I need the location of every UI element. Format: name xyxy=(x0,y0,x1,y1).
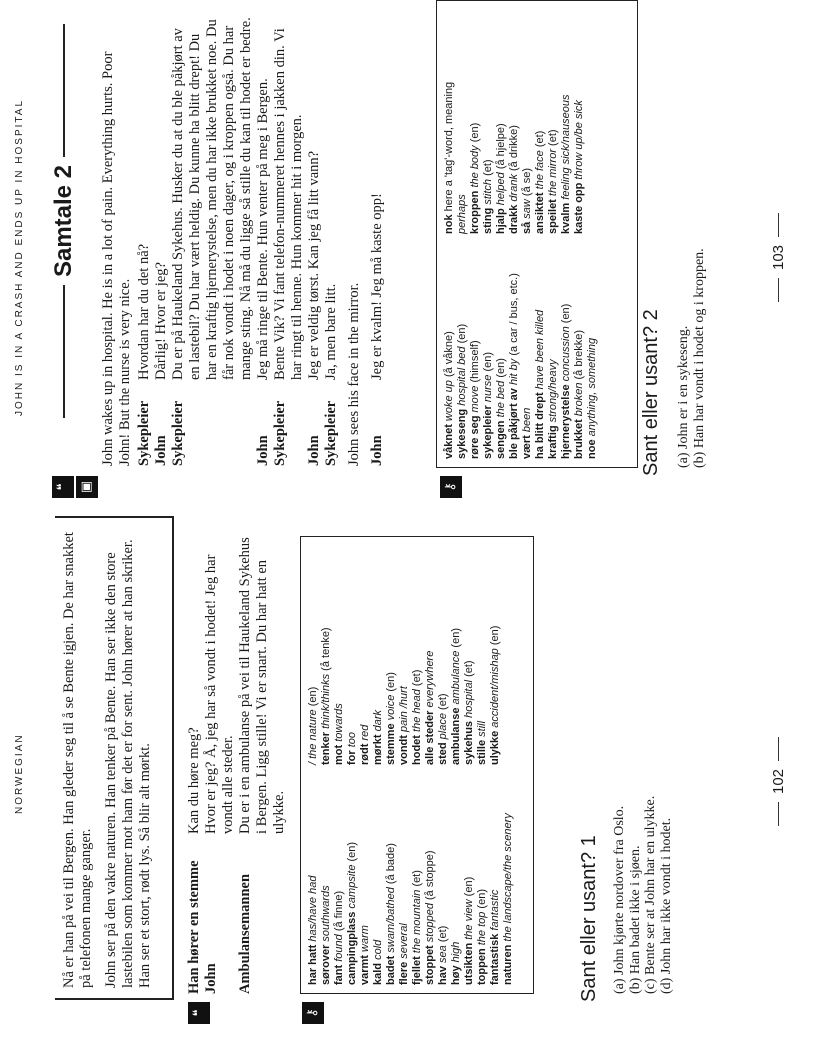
vocab-word: fantastisk xyxy=(489,933,501,985)
stage-direction-text: John sees his face in the mirror. xyxy=(346,282,362,466)
vocab-translation: stitch xyxy=(482,178,494,205)
vocab-note: (en) xyxy=(307,686,319,707)
vocab-note: (å våkne) xyxy=(443,331,455,378)
vocab-translation: woke up xyxy=(443,380,455,422)
key-icon: ⚷ xyxy=(440,476,462,498)
vocab-entry xyxy=(547,9,560,234)
vocab-column xyxy=(443,9,631,234)
vocab-note: (et) xyxy=(411,870,423,887)
vocab-entry xyxy=(489,545,502,765)
dialogue-line xyxy=(136,16,153,466)
page-102 xyxy=(0,526,822,1052)
vocab-translation: hospital xyxy=(463,679,475,718)
dialogue-line xyxy=(153,16,170,466)
vocab-entry xyxy=(476,545,489,765)
vocab-translation: the landscape/the scenery xyxy=(502,813,514,942)
vocab-translation: swam/bathed xyxy=(385,887,397,953)
vocab-note: (å stoppe) xyxy=(424,850,436,900)
vocab-translation: feeling sick/nauseous xyxy=(560,94,572,200)
vocab-entry xyxy=(456,234,469,459)
vocab-word: sengen xyxy=(495,420,507,459)
vocab-word: kroppen xyxy=(469,190,481,234)
vocab-note: here a 'tag'-word, meaning xyxy=(443,81,455,212)
vocab-translation: concussion xyxy=(560,326,572,382)
vocab-word: campingplass xyxy=(346,911,358,985)
vocab-entry xyxy=(437,765,450,985)
speaker: Sykepleier xyxy=(136,400,152,466)
vocab-translation: the face xyxy=(534,150,546,190)
page-number xyxy=(770,729,787,834)
vocab-entry xyxy=(469,234,482,459)
dialogue-line xyxy=(170,16,255,466)
vocab-entry xyxy=(482,234,495,459)
vocab-entry xyxy=(372,545,385,765)
vocab-entry xyxy=(307,765,320,985)
vocab-entry xyxy=(534,234,547,459)
vocab-note: (et) xyxy=(411,669,423,687)
vocab-translation: stopped xyxy=(424,903,436,943)
dialogue-line xyxy=(323,16,340,466)
vocab-note: (en) xyxy=(346,841,358,862)
vocab-translation: high xyxy=(450,941,462,963)
vocab-entry xyxy=(469,9,482,234)
vocab-translation: the top xyxy=(476,911,488,946)
vocab-entry xyxy=(346,545,359,765)
vocab-translation: helped xyxy=(495,172,507,206)
vocab-word: stemme xyxy=(385,723,397,765)
page-number-rule xyxy=(778,213,779,237)
vocab-entry xyxy=(450,765,463,985)
page-number-rule xyxy=(778,802,779,826)
question: (c) Bente ser at John har en ulykke. xyxy=(643,795,658,994)
intro-box xyxy=(55,516,174,1000)
vocab-translation: the body xyxy=(469,145,481,188)
vocab-note: (et) xyxy=(437,693,449,710)
vocab-word: sykeseng xyxy=(456,408,468,459)
vocab-word: stoppet xyxy=(424,945,436,985)
dialogue-2 xyxy=(136,16,386,466)
vocab-word: hav xyxy=(437,966,449,985)
dialogue-line xyxy=(369,16,386,466)
vocab-word: høy xyxy=(450,965,462,985)
vocab-word: våknet xyxy=(443,424,455,459)
vocab-note: (en) xyxy=(560,303,572,324)
vocab-entry xyxy=(443,234,456,459)
vocab-word: har hatt xyxy=(307,944,319,985)
vocab-entry xyxy=(333,545,346,765)
page-number-rule xyxy=(778,737,779,761)
vocab-word: fjellet xyxy=(411,956,423,985)
vocab-entry xyxy=(463,545,476,765)
vocab-entry xyxy=(463,765,476,985)
vocab-translation: perhaps xyxy=(456,194,468,234)
vocab-entry xyxy=(411,545,424,765)
vocab-word: mot xyxy=(333,744,345,765)
vocab-translation: campsite xyxy=(346,864,358,909)
question: (a) John kjørte nordover fra Oslo. xyxy=(612,805,627,994)
line-text: Hvordan har du det nå? xyxy=(136,243,152,380)
vocab-translation: everywhere xyxy=(424,650,436,708)
vocab-word: utsikten xyxy=(463,942,475,985)
vocab-translation: dark xyxy=(372,709,384,732)
title-text: Samtale 2 xyxy=(50,164,77,278)
running-header: JOHN IS IN A CRASH AND ENDS UP IN HOSPITAL xyxy=(14,98,25,416)
vocab-translation: broken xyxy=(573,382,585,417)
vocab-translation: drank xyxy=(508,174,520,202)
vocab-translation: accident/mishap xyxy=(489,648,501,728)
speaker: John xyxy=(255,435,271,466)
vocab-translation: southwards xyxy=(320,885,332,942)
vocab-note: (et) xyxy=(482,159,494,176)
vocab-word: speilet xyxy=(547,199,559,234)
line-text: Dårlig! Hvor er jeg? xyxy=(153,262,169,380)
vocab-translation: anything, something xyxy=(586,337,598,437)
speech-bubble-icon: ❝ xyxy=(188,1002,210,1024)
vocab-word: nok xyxy=(443,214,455,234)
vocab-note: (et) xyxy=(534,130,546,148)
vocab-word: sykehus xyxy=(463,720,475,765)
dialogue-line xyxy=(255,16,272,466)
vocab-translation: place xyxy=(437,713,449,740)
speaker: John xyxy=(306,435,322,466)
vocab-translation: red xyxy=(359,724,371,741)
vocab-translation: has/have had xyxy=(307,875,319,942)
line-text: Hvor er jeg? Å, jeg har så vondt i hodet! Jeg har vondt alle steder. xyxy=(203,554,236,834)
vocab-translation: the head xyxy=(411,689,423,732)
vocab-translation: think/thinks xyxy=(320,673,332,729)
line-text: Jeg er kvalm! Jeg må kaste opp! xyxy=(369,193,385,380)
vocab-word: kaste opp xyxy=(573,182,585,234)
stage-direction xyxy=(346,16,363,466)
vocab-translation: strong/heavy xyxy=(547,359,559,423)
vocab-word: toppen xyxy=(476,948,488,985)
running-header: NORWEGIAN xyxy=(14,733,25,814)
vocab-word: rødt xyxy=(359,743,371,765)
vocab-translation: several xyxy=(398,923,410,959)
vocab-word: ambulanse xyxy=(450,707,462,765)
vocab-translation: ambulance xyxy=(450,650,462,705)
line-text: Jeg må ringe til Bente. Hun venter på meg i Bergen. xyxy=(255,78,271,380)
vocab-entry xyxy=(437,545,450,765)
vocab-column xyxy=(307,545,527,765)
vocab-entry xyxy=(560,234,573,459)
vocab-entry xyxy=(495,9,508,234)
vocab-entry xyxy=(424,545,437,765)
vocab-entry xyxy=(385,545,398,765)
vocab-word: kvalm xyxy=(560,202,572,234)
vocab-entry xyxy=(320,545,333,765)
vocab-note: (å se) xyxy=(521,167,533,197)
question: (b) Han har vondt i hodet og i kroppen. xyxy=(691,248,707,468)
vocab-note: (en) xyxy=(450,628,462,648)
vocab-translation: pain /hurt xyxy=(398,686,410,732)
vocab-word: mørkt xyxy=(372,734,384,765)
speaker: Ambulansemannen xyxy=(237,873,253,994)
vocab-note: (å finne) xyxy=(333,890,345,932)
vocab-word: flere xyxy=(398,961,410,985)
vocab-note: (en) xyxy=(476,889,488,909)
vocab-translation: have been killed xyxy=(534,309,546,390)
title-rule xyxy=(63,24,65,157)
vocab-entry xyxy=(489,765,502,985)
vocab-note: (en) xyxy=(463,876,475,897)
line-text: Jeg er veldig tørst. Kan jeg få litt vann? xyxy=(306,150,322,380)
speaker: Sykepleier xyxy=(272,400,288,466)
vocab-entry xyxy=(547,234,560,459)
question: (d) John har ikke vondt i hodet. xyxy=(658,817,674,994)
vocab-translation: towards xyxy=(333,703,345,742)
vocab-translation: the bed xyxy=(495,380,507,418)
vocab-note: (en) xyxy=(385,672,397,692)
vocab-translation: still xyxy=(476,720,488,737)
vocab-note: (et) xyxy=(547,129,559,146)
vocab-translation: the mountain xyxy=(411,889,423,954)
vocab-note: (et) xyxy=(463,660,475,677)
vocab-word: vært xyxy=(521,435,533,459)
vocab-translation: sea xyxy=(437,945,449,963)
vocab-entry xyxy=(359,545,372,765)
vocab-word: drakk xyxy=(508,204,520,234)
line-text: Kan du høre meg? xyxy=(186,727,202,834)
intro-paragraph: John ser på den vakre naturen. Han tenker på Bente. Han ser ikke den store lastebilen som kommer mot ham før det er for sent. John hører at han skriker. Han ser et stort, rødt lys. Så blir alt mørkt. xyxy=(103,539,153,988)
vocab-entry xyxy=(586,234,599,459)
vocab-entry xyxy=(573,234,586,459)
vocab-translation: found xyxy=(333,934,345,962)
speaker: John xyxy=(369,435,385,466)
vocab-entry xyxy=(573,9,586,234)
vocab-word: hjalp xyxy=(495,208,507,234)
vocab-translation: voice xyxy=(385,694,397,721)
vocab-entry xyxy=(424,765,437,985)
vocab-word: sykepleier xyxy=(482,405,494,459)
vocab-translation: the mirror xyxy=(547,149,559,197)
vocab-word: fant xyxy=(333,964,345,985)
question: (b) Han badet ikke i sjøen. xyxy=(627,845,643,994)
intro-paragraph: Nå er han på vei til Bergen. Han gleder seg til å se Bente igjen. De har snakket på telefonen mange ganger. xyxy=(61,532,94,988)
page-number xyxy=(770,205,787,310)
vocab-word: for xyxy=(346,750,358,765)
vocab-note: (å tenke) xyxy=(320,627,332,671)
vocab-entry xyxy=(482,9,495,234)
cassette-icon: ▣ xyxy=(76,476,98,498)
vocab-entry xyxy=(385,765,398,985)
vocab-translation: hit by xyxy=(508,358,520,386)
vocab-column xyxy=(307,765,527,985)
speaker: Sykepleier xyxy=(323,400,339,466)
vocab-word: badet xyxy=(385,955,397,985)
vocab-word: røre seg xyxy=(469,415,481,459)
vocab-note: (en) xyxy=(482,351,494,372)
vocab-column xyxy=(443,234,631,459)
page-number-rule xyxy=(778,278,779,302)
vocab-entry xyxy=(534,9,547,234)
vocab-note: (a car / bus, etc.) xyxy=(508,273,520,356)
vocab-entry xyxy=(346,765,359,985)
dialogue-line xyxy=(237,534,288,994)
page-number-text: 102 xyxy=(770,768,787,794)
vocab-note: (å drikke) xyxy=(508,125,520,171)
vocab-entry xyxy=(411,765,424,985)
title-rule xyxy=(63,285,65,418)
vocab-translation: cold xyxy=(372,939,384,960)
vocab-translation: throw up/be sick xyxy=(573,100,585,180)
line-text: Bente Vik? Vi fant telefon-nummeret hennes i jakken din. Vi har ringt til henne. Hun kommer hit i morgen. xyxy=(272,28,305,380)
vocab-word: naturen xyxy=(502,944,514,985)
vocab-translation: saw xyxy=(521,199,533,219)
vocab-word: hodet xyxy=(411,735,423,765)
vocab-note: (å hjelpe) xyxy=(495,123,507,170)
question-list xyxy=(676,248,707,468)
narration: John wakes up in hospital. He is in a lot of pain. Everything hurts. Poor John! But the nurse is very nice. xyxy=(100,51,133,466)
vocab-box-1 xyxy=(300,536,534,994)
vocab-entry xyxy=(521,9,534,234)
section-title: Sant eller usant? 1 xyxy=(578,835,600,1002)
vocab-word: noe xyxy=(586,439,598,459)
vocab-translation: been xyxy=(521,407,533,433)
vocab-word: ansiktet xyxy=(534,192,546,234)
vocab-word: tenker xyxy=(320,731,332,765)
page-number-text: 103 xyxy=(770,244,787,270)
line-text: Du er i en ambulanse på vei til Haukeland Sykehus i Bergen. Ligg stille! Vi er snart. Du har hatt en ulykke. xyxy=(237,537,287,834)
dialogue-line xyxy=(186,534,203,994)
line-text: Ja, men bare litt. xyxy=(323,283,339,380)
vocab-entry xyxy=(372,765,385,985)
vocab-translation: too xyxy=(346,731,358,748)
vocab-entry xyxy=(495,234,508,459)
vocab-entry xyxy=(398,765,411,985)
vocab-entry xyxy=(508,9,521,234)
speaker: Han hører en stemme xyxy=(186,860,202,994)
vocab-word: vondt xyxy=(398,735,410,765)
vocab-word: hjernerystelse xyxy=(560,384,572,459)
vocab-note: (en) xyxy=(489,625,501,646)
vocab-entry xyxy=(333,765,346,985)
vocab-note: (å brekke) xyxy=(573,329,585,380)
vocab-word: ulykke xyxy=(489,730,501,765)
vocab-word: kraftig xyxy=(547,425,559,459)
vocab-entry xyxy=(521,234,534,459)
vocab-note: (et) xyxy=(437,925,449,943)
vocab-word: varmt xyxy=(359,955,371,985)
question-list xyxy=(612,796,674,994)
key-icon: ⚷ xyxy=(302,1002,324,1024)
vocab-word: sting xyxy=(482,207,494,234)
vocab-entry xyxy=(443,9,456,234)
question: (a) John er i en sykeseng. xyxy=(676,325,691,468)
vocab-translation: fantastic xyxy=(489,889,501,931)
vocab-word: sted xyxy=(437,742,449,765)
speaker: John xyxy=(153,435,169,466)
vocab-entry xyxy=(398,545,411,765)
vocab-entry xyxy=(456,9,469,234)
vocab-entry xyxy=(450,545,463,765)
vocab-word: sørover xyxy=(320,944,332,985)
vocab-entry xyxy=(320,765,333,985)
vocab-translation: move xyxy=(469,385,481,413)
vocab-word: stille xyxy=(476,739,488,765)
conversation-title xyxy=(50,16,78,426)
vocab-entry xyxy=(508,234,521,459)
vocab-translation: nurse xyxy=(482,374,494,403)
vocab-translation: / the nature xyxy=(307,709,319,765)
vocab-word: ha blitt drept xyxy=(534,392,546,459)
vocab-word: kald xyxy=(372,962,384,985)
speech-bubble-icon: ❝ xyxy=(52,476,74,498)
vocab-translation: warm xyxy=(359,925,371,952)
dialogue-line xyxy=(272,16,306,466)
vocab-entry xyxy=(307,545,320,765)
line-text: Du er på Haukeland Sykehus. Husker du at du ble påkjørt av en lastebil? Du har vært heldig. Du kunne ha blitt drept! Du har en kraftig hjernerystelse, men du har ikke brukket noe. Du får nok vondt i hodet i noen dager, og i kroppen også. Du har mange sting. Nå må du ligge så stille du kan til hodet er bedre. xyxy=(170,17,254,380)
dialogue-1 xyxy=(186,534,288,994)
section-title: Sant eller usant? 2 xyxy=(640,309,662,476)
vocab-word: brukket xyxy=(573,419,585,459)
vocab-note: (en) xyxy=(456,323,468,344)
dialogue-line xyxy=(306,16,323,466)
vocab-word: ble påkjørt av xyxy=(508,388,520,459)
speaker: Sykepleier xyxy=(170,400,186,466)
vocab-translation: hospital bed xyxy=(456,346,468,406)
vocab-word: så xyxy=(521,221,533,234)
vocab-entry xyxy=(502,765,515,985)
vocab-entry xyxy=(476,765,489,985)
vocab-translation: the view xyxy=(463,899,475,940)
vocab-word: alle steder xyxy=(424,710,436,765)
vocab-note: (himself) xyxy=(469,340,481,383)
dialogue-line xyxy=(203,534,237,994)
vocab-note: (å bade) xyxy=(385,843,397,885)
vocab-entry xyxy=(359,765,372,985)
vocab-box-2 xyxy=(436,0,638,468)
vocab-entry xyxy=(560,9,573,234)
vocab-note: (en) xyxy=(495,358,507,378)
vocab-note: (en) xyxy=(469,122,481,143)
speaker: John xyxy=(203,963,219,994)
